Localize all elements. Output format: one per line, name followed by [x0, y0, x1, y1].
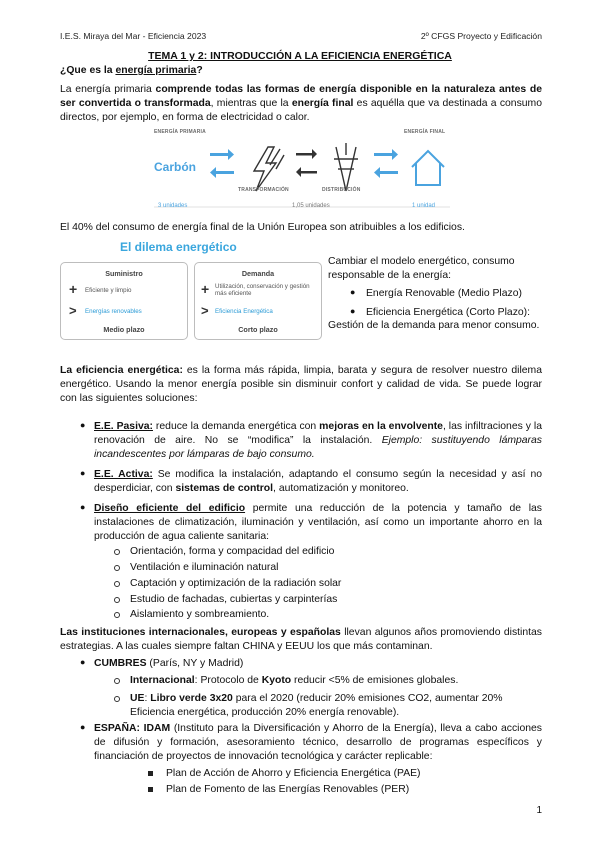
energy-dilemma-graphic [60, 240, 322, 340]
bullet-dot-icon: ● [350, 306, 356, 316]
circle-bullet-icon [114, 696, 120, 702]
units-left: 3 unidades [158, 203, 188, 209]
solution-design: Diseño eficiente del edificio permite una reducción de la potencia y tamaño de las instalaciones de climatización, iluminación y ventilación, así como un importante ahorro en la producción de agua caliente sanitaria: [94, 503, 542, 542]
design-item: Estudio de fachadas, cubiertas y carpinterías [130, 594, 338, 605]
circle-bullet-icon [114, 565, 120, 571]
greater-than-icon: > [69, 303, 77, 318]
supply-row-1: Eficiente y limpio [85, 287, 132, 294]
supply-row-2: Energías renovables [85, 308, 142, 315]
demand-foot: Corto plazo [238, 325, 278, 334]
page-title: TEMA 1 y 2: INTRODUCCIÓN A LA EFICIENCIA ENERGÉTICA [148, 50, 452, 62]
espana-item: ESPAÑA: IDAM (Instituto para la Diversificación y Ahorro de la Energía), lleva a cabo acciones de difusión y formación, asesoramiento técnico, desarrollo de programas específicos y financiación de proyectos de innovación tecnológica y carácter replicable: [94, 723, 543, 762]
demand-head: Demanda [241, 269, 275, 278]
side-bullet-1: Energía Renovable (Medio Plazo) [366, 288, 522, 299]
paragraph-efficiency: La eficiencia energética: es la forma más rápida, limpia, barata y segura de resolver nuestro dilema energético. Usando la menor energía posible sin disminuir confort y calidad de vida. Se puede lograr con las siguientes soluciones: [60, 365, 542, 405]
units-mid: 1,05 unidades [292, 203, 330, 209]
plan-item: Plan de Acción de Ahorro y Eficiencia Energética (PAE) [166, 768, 421, 779]
greater-than-icon: > [201, 303, 209, 318]
header-right: 2º CFGS Proyecto y Edificación [420, 31, 542, 41]
paragraph-eu-buildings: El 40% del consumo de energía final de la Unión Europea son atribuibles a los edificios. [60, 222, 465, 233]
bullet-dot-icon: ● [80, 722, 86, 732]
international-item: Internacional: Protocolo de Kyoto reducir <5% de emisiones globales. [130, 675, 459, 686]
demand-row-1: Utilización, conservación y gestión más eficiente [215, 283, 310, 297]
primary-energy-label: ENERGÍA PRIMARIA [154, 129, 206, 135]
circle-bullet-icon [114, 597, 120, 603]
house-final-energy-icon [412, 151, 444, 185]
circle-bullet-icon [114, 612, 120, 618]
solution-active: E.E. Activa: Se modifica la instalación, adaptando el consumo según la necesidad y así no desperdiciar, con sistemas de control, automatización y monitoreo. [94, 469, 542, 494]
design-item: Orientación, forma y compacidad del edificio [130, 546, 335, 557]
paragraph-primary-energy: La energía primaria comprende todas las formas de energía disponible en la naturaleza antes de ser convertida o transformada, mientras que la energía final es aquélla que va destinada a consumo directos, por ejemplo, en forma de electricidad o calor. [60, 84, 542, 124]
final-energy-label: ENERGÍA FINAL [404, 129, 446, 135]
supply-head: Suministro [105, 269, 143, 278]
page-number: 1 [536, 805, 542, 816]
bullet-dot-icon: ● [80, 468, 86, 478]
bullet-dot-icon: ● [80, 502, 86, 512]
square-bullet-icon [148, 787, 153, 792]
transformation-label: TRANSFORMACIÓN [238, 187, 289, 193]
bullet-dot-icon: ● [80, 420, 86, 430]
circle-bullet-icon [114, 678, 120, 684]
side-bullet-2: Eficiencia Energética (Corto Plazo): [366, 307, 531, 318]
demand-row-2: Eficiencia Energética [215, 308, 273, 315]
circle-bullet-icon [114, 581, 120, 587]
square-bullet-icon [148, 771, 153, 776]
plus-icon: + [69, 281, 78, 297]
plus-icon: + [201, 281, 210, 297]
lightning-transformation-icon [254, 147, 284, 191]
side-bullet-2-cont: Gestión de la demanda para menor consumo. [328, 320, 540, 331]
dilemma-title: El dilema energético [120, 240, 237, 254]
units-right: 1 unidad [412, 203, 436, 209]
header-left: I.E.S. Miraya del Mar - Eficiencia 2023 [60, 31, 207, 41]
plan-item: Plan de Fomento de las Energías Renovables (PER) [166, 784, 410, 795]
bullet-dot-icon: ● [80, 657, 86, 667]
bullet-dot-icon: ● [350, 287, 356, 297]
solution-passive: E.E. Pasiva: reduce la demanda energética con mejoras en la envolvente, las infiltraciones y la renovación de aire. No se “modifica” la instalación. Ejemplo: sustituyendo lámparas incandescentes por lámparas de bajo consumo. [94, 421, 542, 460]
power-tower-distribution-icon [334, 143, 358, 191]
supply-box [60, 262, 188, 340]
distribution-label: DISTRIBUCIÓN [322, 187, 361, 193]
design-item: Captación y optimización de la radiación solar [130, 578, 342, 589]
energy-chain-diagram [150, 125, 454, 217]
arrow-pair-1-icon [210, 149, 234, 178]
source-label: Carbón [154, 160, 196, 174]
arrow-pair-3-icon [374, 149, 398, 178]
cumbres-item: CUMBRES (París, NY y Madrid) [94, 658, 244, 669]
ue-item: UE: Libro verde 3x20 para el 2020 (reducir 20% emisiones CO2, aumentar 20% Eficiencia energética, producción 20% energía renovable). [130, 693, 503, 718]
side-intro: Cambiar el modelo energético, consumo responsable de la energía: [328, 256, 515, 281]
design-item: Aislamiento y sombreamiento. [130, 609, 270, 620]
supply-foot: Medio plazo [103, 325, 145, 334]
arrow-pair-2-icon [296, 149, 317, 177]
paragraph-institutions: Las instituciones internacionales, europeas y españolas llevan algunos años promoviendo distintas estrategias. A las cuales siempre faltan CHINA y EEUU los que más contaminan. [60, 627, 542, 653]
circle-bullet-icon [114, 549, 120, 555]
question-heading: ¿Que es la energía primaria? [60, 65, 203, 76]
demand-box [194, 262, 322, 340]
design-item: Ventilación e iluminación natural [130, 562, 279, 573]
